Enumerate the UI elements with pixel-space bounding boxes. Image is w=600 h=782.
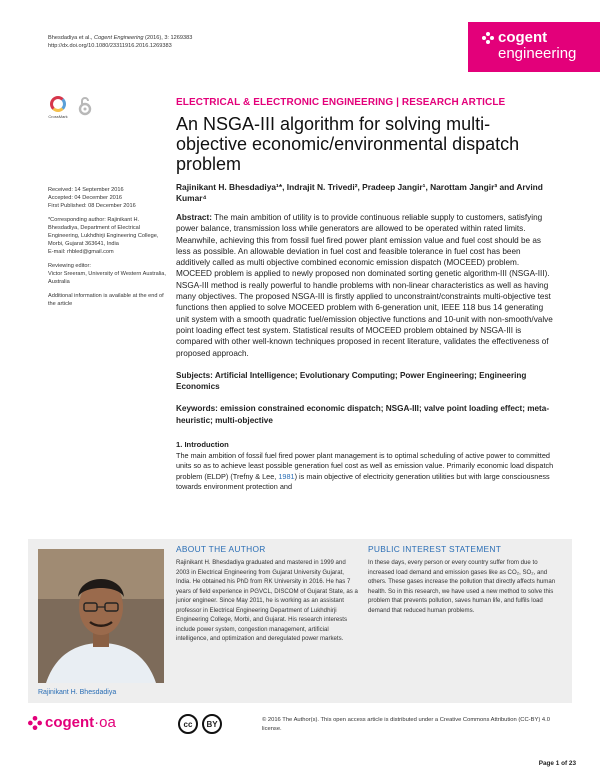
photo-caption: Rajinikant H. Bhesdadiya: [38, 689, 117, 696]
intro-paragraph: [176, 451, 556, 493]
license-statement: © 2016 The Author(s). This open access article is distributed under a Creative Commons Attribution (CC-BY) 4.0 license.: [262, 717, 550, 732]
accepted-date: Accepted: 04 December 2016: [48, 195, 123, 201]
open-access-icon: [78, 96, 92, 116]
published-date: First Published: 08 December 2016: [48, 203, 136, 209]
author-photo: [38, 549, 164, 683]
additional-info-note: Additional information is available at the end of the article: [48, 293, 164, 307]
oa-logo-word1: cogent: [45, 714, 95, 731]
article-main: [176, 96, 556, 493]
cc-license-badge[interactable]: [178, 714, 222, 734]
author-list: Rajinikant H. Bhesdadiya¹*, Indrajit N. Trivedi², Pradeep Jangir¹, Narottam Jangir³ and Arvind Kumar⁴: [176, 182, 543, 203]
keywords: Keywords: emission constrained economic dispatch; NSGA-III; valve point loading effect; meta-heuristic; multi-objective: [176, 404, 550, 425]
cogent-oa-dots-icon: [28, 716, 42, 730]
citation-header: [48, 34, 192, 50]
crossmark-label: CrossMark: [48, 114, 68, 119]
public-interest-section: [368, 544, 564, 615]
oa-logo-word2: ·oa: [94, 714, 116, 731]
journal-brand-logo: [468, 22, 600, 72]
cc-icon: cc: [178, 714, 198, 734]
doi-link[interactable]: http://dx.doi.org/10.1080/23311916.2016.1269383: [48, 43, 172, 49]
intro-text-a: The main ambition of fossil fuel fired power plant management is to optimal scheduling of active power to committed units so as to achieve least possible generation fuel cost as well as emission value. Primarily economic load dispatch problem (ELDP) (Trefny & Lee,: [176, 451, 554, 481]
brand-word-engineering: engineering: [498, 45, 577, 62]
journal-name: Cogent Engineering: [94, 35, 144, 41]
received-date: Received: 14 September 2016: [48, 187, 124, 193]
section-label: ELECTRICAL & ELECTRONIC ENGINEERING | RESEARCH ARTICLE: [176, 97, 506, 108]
corresponding-author: *Corresponding author: Rajinikant H. Bhesdadiya, Department of Electrical Engineering, Lukhdhirji Engineering College, Morbi, Gujarat 363641, India: [48, 217, 159, 247]
reviewing-editor: Victor Sreeram, University of Western Australia, Australia: [48, 271, 166, 285]
intro-heading: 1. Introduction: [176, 440, 229, 450]
author-info-panel: [28, 539, 572, 703]
by-icon: BY: [202, 714, 222, 734]
about-author-text: Rajinikant H. Bhesdadiya graduated and mastered in 1999 and 2003 in Electrical Engineering from Gujarat University Gujarat, India. He obtained his PhD from RK University in 2016. He has 7 years of field experience in PGVCL, DISCOM of Gujarat State, as a junior engineer. Since May 2011, he is working as an assistant professor in Electrical Engineering Department of Lukhdhirji Engineering College, Morbi, and Gujarat. His research interests include power system, congestion management, artificial intelligence, and optimization and deregulated power markets.: [176, 559, 358, 642]
brand-word-cogent: cogent: [498, 29, 548, 46]
author-email-link[interactable]: rhbled@gmail.com: [66, 249, 114, 255]
article-badges: [48, 96, 92, 122]
page-number: Page 1 of 23: [538, 760, 576, 767]
public-interest-heading: PUBLIC INTEREST STATEMENT: [368, 544, 502, 554]
intro-reference-link[interactable]: 1981: [278, 471, 295, 481]
crossmark-badge[interactable]: [48, 96, 68, 122]
crossmark-icon: [50, 96, 66, 112]
cogent-oa-logo: [28, 714, 116, 731]
subjects: Subjects: Artificial Intelligence; Evolutionary Computing; Power Engineering; Engineering Economics: [176, 370, 527, 392]
public-interest-text: In these days, every person or every country suffer from due to increased load demand and emission gases like as CO₂, SO₂, and others. These gases increase the pollution that directly affects human health. So in this research, we have used a new method to solve this problem that prevents pollution, saves human life, and fulfils load demand that reduced human problems.: [368, 559, 556, 614]
email-label: E-mail:: [48, 249, 67, 255]
cogent-dots-icon: [482, 32, 494, 44]
citation-suffix: (2016), 3: 1269383: [143, 35, 193, 41]
article-sidebar: [48, 186, 166, 314]
abstract-label: Abstract:: [176, 213, 212, 222]
abstract-text: The main ambition of utility is to provide continuous reliable supply to customers, satisfying power balance, transmission loss while generators are allowed to be operated within rated limits. Meanwhile, achieving this from fossil fuel fired power plant emission value and fuel cost should be as less as possible. An allowable deviation in fuel cost and feasible tolerance in fuel cost has been additively called as multi objective combined economic emission dispatch (MOCEED) problem. MOCEED problem is applied to newly proposed non dominated sorting genetic algorithm-III (NSGA-III). NSGA-III method is really powerful to handle problems with non-linear characteristics as well as having many objectives. The proposed NSGA-III is firstly applied to unconstraint/constraints multi-objective test functions then applied to solve MOCEED problem with 6-generation unit, IEEE 118 bus 14 generating unit system with a smooth quadratic fuel/emission objective functions and 10-unit with non-smooth/valve point loading effect test system. Statistical results of MOCEED problem obtained by NSGA-III is compared with other well-known techniques proposed in recent literature, validates the effectiveness of proposed approach.: [176, 213, 553, 358]
reviewing-editor-label: Reviewing editor:: [48, 263, 91, 269]
intro-text-b: ) is main objective of electricity generation utilities but with large consciousness towards environment protection and: [176, 471, 550, 492]
about-author-heading: ABOUT THE AUTHOR: [176, 544, 266, 554]
about-author-section: [176, 544, 358, 644]
citation-prefix: Bhesdadiya et al.,: [48, 35, 95, 41]
abstract: [176, 212, 556, 359]
article-title: An NSGA-III algorithm for solving multi-objective economic/environmental dispatch problem: [176, 114, 520, 174]
